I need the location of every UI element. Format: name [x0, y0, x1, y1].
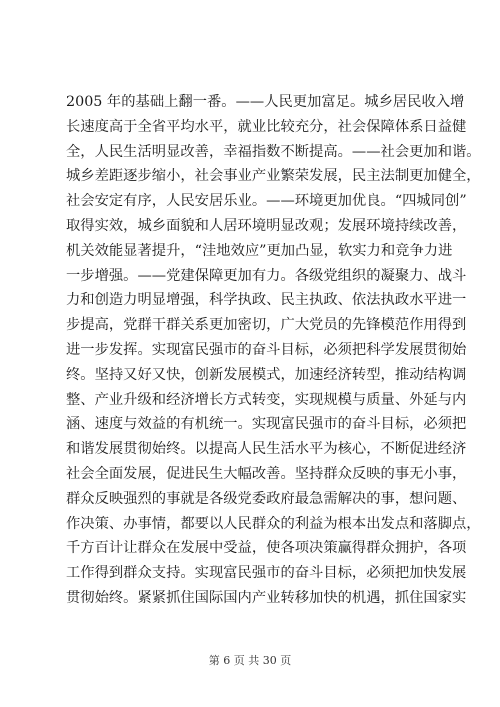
text-line-1: 2005 年的基础上翻一番。——人民更加富足。城乡居民收入增 [66, 94, 465, 110]
text-line-20: 工作得到群众支持。实现富民强市的奋斗目标，必须把加快发展 [66, 565, 467, 582]
text-line-6: 取得实效，城乡面貌和人居环境明显改观；发展环境持续改善， [66, 217, 467, 234]
text-line-16: 社会全面发展，促进民生大幅改善。坚持群众反映的事无小事， [66, 465, 467, 482]
text-line-3: 全，人民生活明显改善，幸福指数不断提高。——社会更加和谐。 [66, 143, 481, 160]
text-line-19: 千方百计让群众在发展中受益，使各项决策赢得群众拥护，各项 [66, 540, 467, 557]
text-line-14: 涵、速度与效益的有机统一。实现富民强市的奋斗目标，必须把 [66, 416, 467, 433]
text-line-4: 城乡差距逐步缩小，社会事业产业繁荣发展，民主法制更加健全， [66, 168, 481, 185]
text-line-18: 作决策、办事情，都要以人民群众的利益为根本出发点和落脚点， [66, 515, 481, 532]
page-number: 第 6 页 共 30 页 [208, 654, 292, 667]
text-line-13: 整、产业升级和经济增长方式转变，实现规模与质量、外延与内 [66, 391, 467, 408]
text-line-5: 社会安定有序，人民安居乐业。——环境更加优良。“四城同创” [66, 193, 467, 210]
text-line-15: 和谐发展贯彻始终。以提高人民生活水平为核心，不断促进经济 [66, 441, 467, 458]
text-line-7: 机关效能显著提升，“洼地效应”更加凸显，软实力和竞争力进 [66, 242, 453, 259]
text-line-12: 终。坚持又好又快，创新发展模式，加速经济转型，推动结构调 [66, 366, 467, 383]
text-line-10: 步提高，党群干群关系更加密切，广大党员的先锋模范作用得到 [66, 317, 467, 334]
text-line-8: 一步增强。——党建保障更加有力。各级党组织的凝聚力、战斗 [66, 267, 467, 284]
text-line-9: 力和创造力明显增强，科学执政、民主执政、依法执政水平进一 [66, 292, 467, 309]
text-line-11: 进一步发挥。实现富民强市的奋斗目标，必须把科学发展贯彻始 [66, 341, 467, 358]
text-line-2: 长速度高于全省平均水平，就业比较充分，社会保障体系日益健 [66, 118, 467, 135]
body-text [66, 90, 481, 611]
text-line-17: 群众反映强烈的事就是各级党委政府最急需解决的事，想问题、 [66, 490, 467, 507]
text-line-21: 贯彻始终。紧紧抓住国际国内产业转移加快的机遇，抓住国家实 [66, 589, 467, 606]
